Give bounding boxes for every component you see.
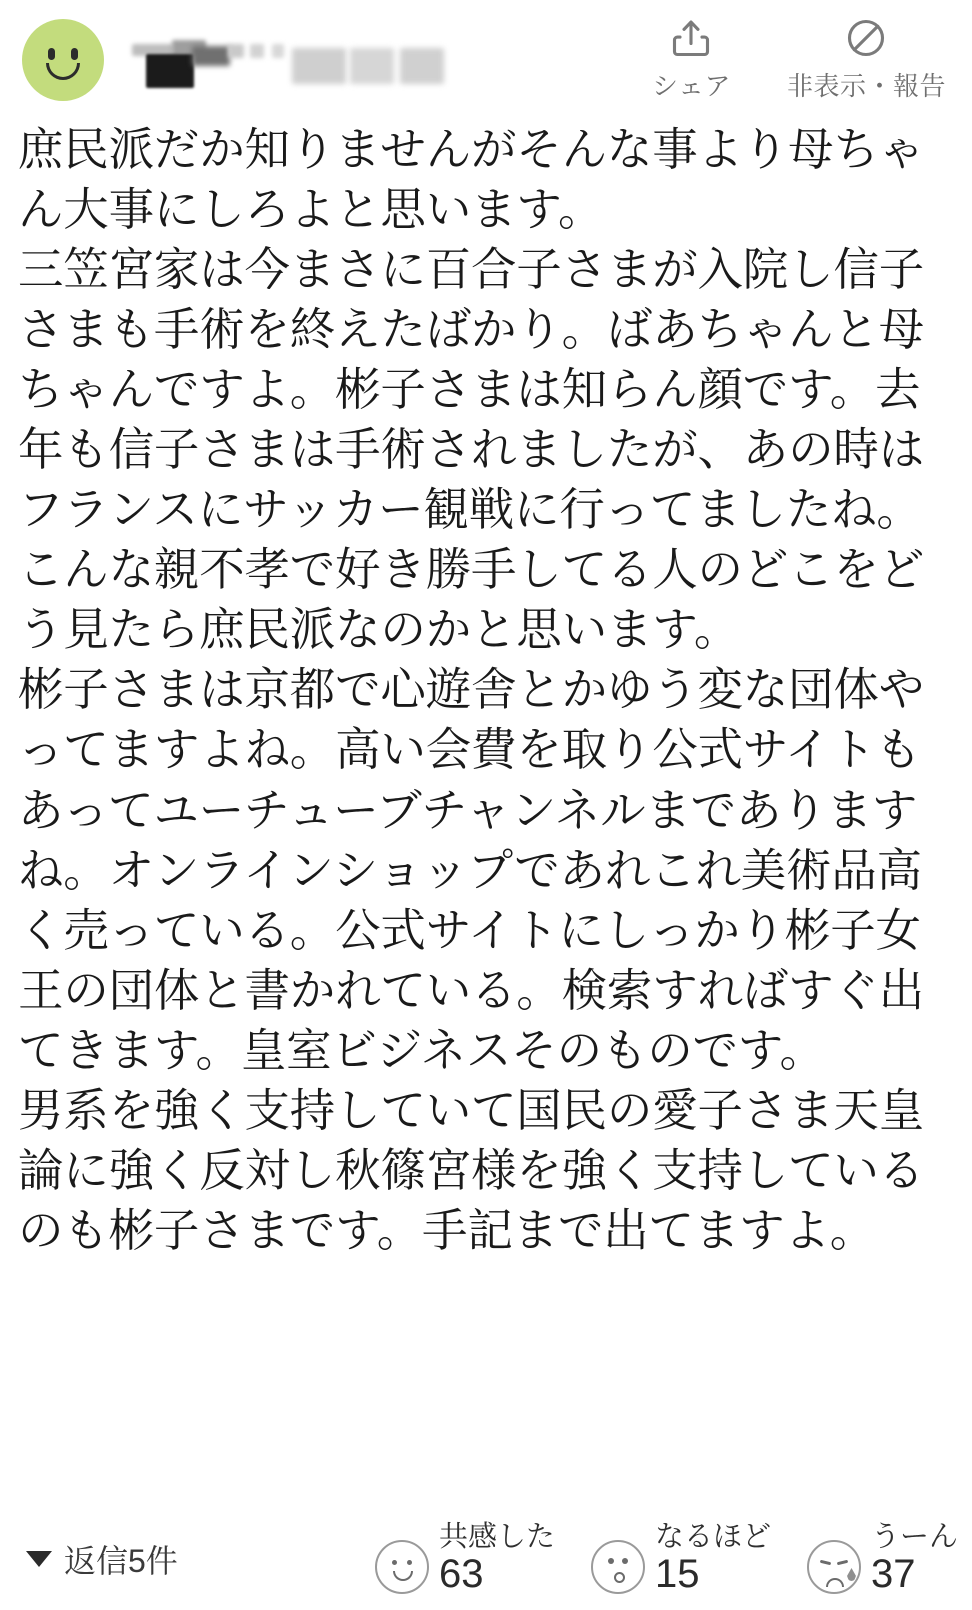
avatar-eye-left bbox=[48, 48, 55, 60]
share-icon bbox=[669, 16, 713, 60]
avatar-eye-right bbox=[71, 48, 78, 60]
redaction-bar bbox=[400, 48, 444, 84]
surprised-face-icon bbox=[591, 1540, 645, 1594]
comment-paragraph: 彬子さまは京都で心遊舎とかゆう変な団体やってますよね。高い会費を取り公式サイトもあってユーチューブチャンネルまでありますね。オンラインショップであれこれ美術品高く売っている。公式サイトにしっかり彬子女王の団体と書かれている。検索すればすぐ出てきます。皇室ビジネスそのものです。 bbox=[18, 663, 925, 1077]
share-button[interactable] bbox=[652, 16, 731, 103]
reaction-text bbox=[871, 1522, 958, 1596]
username-redacted[interactable] bbox=[128, 18, 652, 100]
reaction-text bbox=[439, 1522, 555, 1596]
avatar-smile bbox=[46, 63, 80, 80]
reaction-bar bbox=[375, 1522, 958, 1596]
reaction-count: 63 bbox=[438, 1552, 484, 1596]
redaction-bar bbox=[228, 44, 244, 58]
reaction-label: うーん bbox=[870, 1520, 958, 1553]
replies-toggle[interactable] bbox=[26, 1536, 178, 1596]
hmm-face-icon bbox=[807, 1540, 861, 1594]
block-report-icon bbox=[844, 16, 888, 60]
redaction-bar bbox=[146, 54, 194, 88]
reaction-label: なるほど bbox=[654, 1520, 771, 1553]
hide-report-button[interactable] bbox=[787, 16, 946, 103]
comment-paragraph: 庶民派だか知りませんがそんな事より母ちゃん大事にしろよと思います。 bbox=[18, 123, 925, 237]
comment-body bbox=[0, 118, 972, 1261]
reaction-count: 15 bbox=[654, 1552, 700, 1596]
avatar[interactable] bbox=[22, 19, 104, 101]
comment-header bbox=[0, 0, 972, 118]
comment-paragraph: 三笠宮家は今まさに百合子さまが入院し信子さまも手術を終えたばかり。ばあちゃんと母ちゃんですよ。彬子さまは知らん顔です。去年も信子さまは手術されましたが、あの時はフランスにサッカー観戦に行ってましたね。こんな親不孝で好き勝手してる人のどこをどう見たら庶民派なのかと思います。 bbox=[18, 243, 925, 657]
reaction-isee[interactable] bbox=[591, 1522, 771, 1596]
redaction-bar bbox=[272, 44, 284, 58]
redaction-bar bbox=[350, 48, 394, 84]
header-actions bbox=[652, 16, 954, 103]
replies-label: 返信5件 bbox=[64, 1543, 178, 1579]
reaction-count: 37 bbox=[870, 1552, 916, 1596]
smile-face-icon bbox=[375, 1540, 429, 1594]
chevron-down-icon bbox=[26, 1551, 52, 1567]
reaction-empathy[interactable] bbox=[375, 1522, 555, 1596]
comment-paragraph: 男系を強く支持していて国民の愛子さま天皇論に強く反対し秋篠宮様を強く支持しているのも彬子さまです。手記まで出てますよ。 bbox=[18, 1083, 925, 1257]
reaction-text bbox=[655, 1522, 771, 1596]
redaction-bar bbox=[192, 46, 230, 66]
reaction-hmm[interactable] bbox=[807, 1522, 958, 1596]
hide-report-label: 非表示・報告 bbox=[786, 70, 946, 101]
redaction-bar bbox=[250, 44, 264, 58]
comment-footer bbox=[0, 1492, 972, 1602]
redaction-bar bbox=[292, 48, 346, 84]
share-label: シェア bbox=[652, 70, 731, 101]
reaction-label: 共感した bbox=[438, 1520, 555, 1553]
